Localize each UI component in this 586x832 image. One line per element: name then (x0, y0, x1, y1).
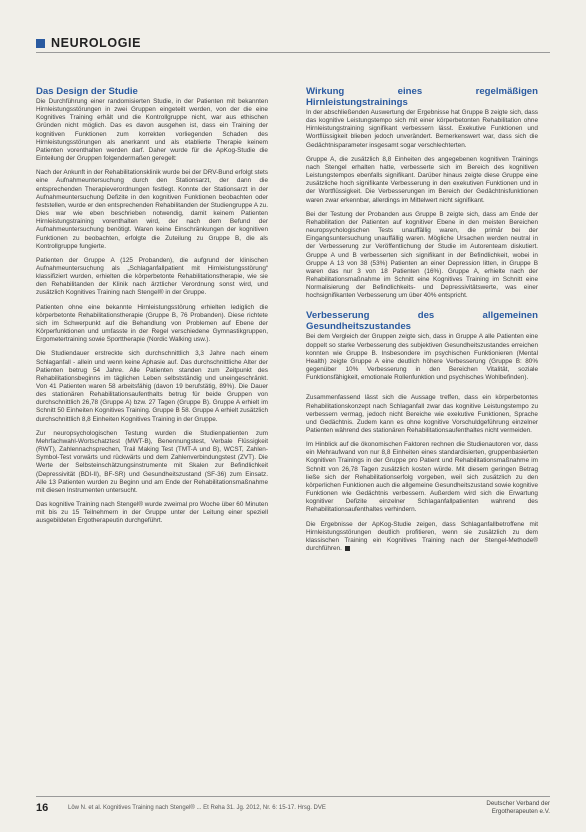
left-heading: Das Design der Studie (36, 86, 138, 97)
right-paragraph-4: Bei dem Vergleich der Gruppen zeigte sich, dass in Gruppe A alle Patienten eine doppelt so starke Verbesserung des subjektiven Gesundheitszustandes erreichen konnten wie Gruppe B. Insbesondere im psychischen Funktionieren (Mental Health) zeigte Gruppe A eine deutlich höhere Verbesserung (Gruppe B: 80% gegenüber 10% Verbesserung in den Bereichen Vitalität, soziale Funktionsfähigkeit, emotionale Rollenfunktion und psychisches Wohlbefinden). (306, 333, 538, 382)
right-paragraph-7 (306, 521, 538, 554)
section-title: NEUROLOGIE (51, 36, 142, 50)
left-paragraph-1: Die Durchführung einer randomisierten Studie, in der Patienten mit bekannten Hirnleistungsstörungen in zwei Gruppen eingeteilt werden, von der die eine Kognitives Training erhält und die Kontrollgruppe nicht, war aus ethischen Gründen nicht möglich. Das es davon ausgehen ist, dass ein Training der kognitiven Funktionen zum korrekten vorliegenden Schaden des Hirnleistungsstörungen als anerkannt und als etablierte Therapie keinem Patienten vorenthalten werden darf. Daher wurde für die ApKog-Studie die Einteilung der Gruppen folgendermaßen geregelt: (36, 98, 268, 163)
publisher-line-1: Deutscher Verband der (486, 800, 550, 807)
page-number: 16 (36, 802, 49, 814)
right-paragraph-2: Gruppe A, die zusätzlich 8,8 Einheiten des angegebenen kognitiven Trainings nach Stengel erhalten hatte, verbesserte sich im Bereich des kognitiven Leistungstempos ebenfalls signifikant. Darüber hinaus zeigte diese Gruppe eine zusätzliche hoch signifikante Verbesserung in den exekutiven Funktionen und in der Wortflüssigkeit. Die Verbesserungen im Bereich der Gedächtnisfunktionen waren zwar erkennbar, allerdings im Mittelwert nicht signifikant. (306, 155, 538, 204)
left-paragraph-5: Die Studiendauer erstreckte sich durchschnittlich 3,3 Jahre nach einem Schlaganfall - allein und wenn keine Aphasie auf. Das durchschnittliche Alter der Patienten betrug 54 Jahre. Alle Patienten standen zum Zeitpunkt des Rehabilitationsbeginns im täglichen Leben selbstständig und uneingeschränkt. Von 41 Patienten waren 58 arbeitsfähig (davon 19 berufstätig, 89%). Die Dauer des stationären Rehabilitationsaufenthalts betrug für beide Gruppen von durchschnittlich 26,78 (Gruppe A) bzw. 27 Tagen (Gruppe B). Gruppe A erhielt im Schnitt 50 Einheiten Kognitives Training. Gruppe B 58. Gruppe A erhielt zusätzlich durchschnittlich 8,8 Einheiten Kognitives Training in der Gruppe. (36, 350, 268, 423)
right-paragraph-5: Zusammenfassend lässt sich die Aussage treffen, dass ein körperbetontes Rehabilitationskonzept nach Schlaganfall zwar das kognitive Leistungstempo zu verbessern vermag, jedoch nicht Bereiche wie exekutive Funktionen, Sprache und Gedächtnis. Zudem kann es ohne kognitive Vorschuldgeführung einzelner Patienten während des stationären Rehabilitationsaufenthaltes nicht vermeiden. (306, 394, 538, 434)
right-paragraph-6: Im Hinblick auf die ökonomischen Faktoren rechnen die Studienautoren vor, dass ein Mehraufwand von nur 8,8 Einheiten eines standardisierten, gruppenbasierten Kognitiven Trainings in der Gruppe pro Patient und Rehabilitationsmaßnahme im Schnitt von 26,78 Tagen zusätzlich kosten würde. Mit diesem geringen Betrag ließe sich der Rehabilitationserfolg vorgeben, weil sich zusätzlich zu den körperlichen Funktionen auch die allgemeine Gesundheitszustand sowie kognitive Funktionen wie Gedächtnis verbessern. Außerdem wird sich die Erwartung kognitiver Defizite einzelner Schlaganfallpatienten wahrend des Rehabilitationsaufenthaltes verhindern. (306, 441, 538, 514)
section-marker-square (36, 39, 45, 48)
right-heading-1: Wirkung eines regelmäßigen Hirnleistungstrainings (306, 86, 538, 108)
section-header (36, 36, 141, 50)
publisher-name (486, 800, 550, 815)
right-heading-2: Verbesserung des allgemeinen Gesundheitszustandes (306, 310, 538, 333)
right-paragraph-7-text: Die Ergebnisse der ApKog-Studie zeigen, dass Schlaganfallbetroffene mit Hirnleistungsstörungen deutlich profitieren, wenn sie zusätzlich zu dem klassischen Training ein Kognitives Training nach der Stengel-Methode® durchführen. (306, 520, 538, 553)
left-paragraph-7: Das kognitive Training nach Stengel® wurde zweimal pro Woche über 60 Minuten mit bis zu 15 Teilnehmern in der Gruppe unter der Leitung einer speziell ausgebildeten Ergotherapeutin durchgeführt. (36, 501, 268, 525)
right-paragraph-1: In der abschließenden Auswertung der Ergebnisse hat Gruppe B zeigte sich, dass das kognitive Leistungstempo sich mit einer körperbetonten Rehabilitation ohne Hirnleistungstraining signifikant verbessern lässt. Exekutive Funktionen und Wortflüssigkeit blieben jedoch unverändert. Bemerkenswert war, dass sich die Gedächtnisparameter insgesamt sogar verschlechterten. (306, 109, 538, 149)
left-paragraph-4: Patienten ohne eine bekannte Hirnleistungsstörung erhielten lediglich die körperbetonte Rehabilitationstherapie (Gruppe B, 76 Probanden). Diese richtete sich im Schwerpunkt auf die Behandlung von Problemen auf Ebene der Körperfunktionen und umfasste in der Regel verschiedene Gymnastikgruppen, Ergometertraining sowie Sporttherapie (Nordic Walking usw.). (36, 303, 268, 344)
footer-citation: Löw N. et al. Kognitives Training nach Stengel® ... Et Reha 31. Jg. 2012, Nr. 6: 15-17. Hrsg. DVE (68, 805, 326, 811)
publisher-line-2: Ergotherapeuten e.V. (491, 807, 550, 815)
left-paragraph-6: Zur neuropsychologischen Testung wurden die Studienpatienten zum Mehrfachwahl-Wortschatztest (MWT-B), Benennungstest, Verbale Flüssigkeit (RWT), Zahlennachsprechen, Trail Making Test (TMT-A und B), WCST, Zahlen-Symbol-Test vorwärts und rückwärts und dem Zahlenverbindungstest (ZVT). Die Werte der Selbsteinschätzungsinstrumente mit Skalen zur Befindlichkeit (Depressivität (BDI-II), BF-SR) und Gesundheitszustand (SF-36) zum Einsatz. Alle 13 Patienten wurden zu Beginn und am Ende der Rehabilitationsmaßnahme mit diesen Instrumenten untersucht. (36, 429, 268, 494)
left-column (36, 86, 268, 532)
header-rule (36, 52, 550, 53)
right-paragraph-3: Bei der Testung der Probanden aus Gruppe B zeigte sich, dass am Ende der Rehabilitation der Patienten auf kognitiver Ebene in den meisten Bereichen neuropsychologischen Tests unauffällig waren, die primär bei der Eingangsuntersuchung unauffällig waren. Mögliche Ursachen werden neutral in der Verbesserung zur Veröffentlichung der Studie im Autorenteam diskutiert. Gruppe A und B verbesserten sich signifikant in der Befindlichkeit, wobei in Gruppe A 13 von 38 (53%) Patienten an einer Depression litten, in Gruppe B waren das nur 3 von 18 Patienten (16%). Gruppe A, erhielte nach der Rehabilitationsmaßnahme im Schnitt eine Kognitives Training im Schnitt eine Normalisierung der Befindlichkeits- und Depressivitätswerte, was einer hochsignifikanten Verbesserung um über 40% entspricht. (306, 210, 538, 300)
end-of-article-marker (345, 546, 350, 551)
right-column (306, 86, 538, 559)
left-paragraph-3: Patienten der Gruppe A (125 Probanden), die aufgrund der klinischen Aufnahmeuntersuchung als „Schlaganfallpatient mit Hirnleistungsstörung“ klassifiziert wurden, erhielten die körperbetonte Rehabilitationstherapie, wie sie den Rehabilitanden der Klinik nach ärztlicher Verordnung sonst wird, und zusätzlich Kognitives Training nach Stengel® in der Gruppe. (36, 256, 268, 297)
left-paragraph-2: Nach der Ankunft in der Rehabilitationsklinik wurde bei der DRV-Bund erfolgt stets eine Aufnahmeuntersuchung durch den Stationsarzt, der dann die entsprechenden Therapieverordnungen festlegt. Konnte der Stationsarzt in der Aufnahmeuntersuchung Defizite in den kognitiven Funktionen beobachten oder feststellen, wurde er den entsprechenden Rehabilitanden der Studiengruppe A zu. Dies war wie eben beschrieben notwendig, damit keinem Patienten Hirnleistungstraining vorenthalten wird, der nach dem Befund der Aufnahmeuntersuchung benötigt. Waren keine Einschränkungen der kognitiven Funktionen zu beobachten, erfolgte die Zuteilung zu Gruppe B, die als Kontrollgruppe fungierte. (36, 169, 268, 250)
footer-rule (36, 796, 550, 797)
